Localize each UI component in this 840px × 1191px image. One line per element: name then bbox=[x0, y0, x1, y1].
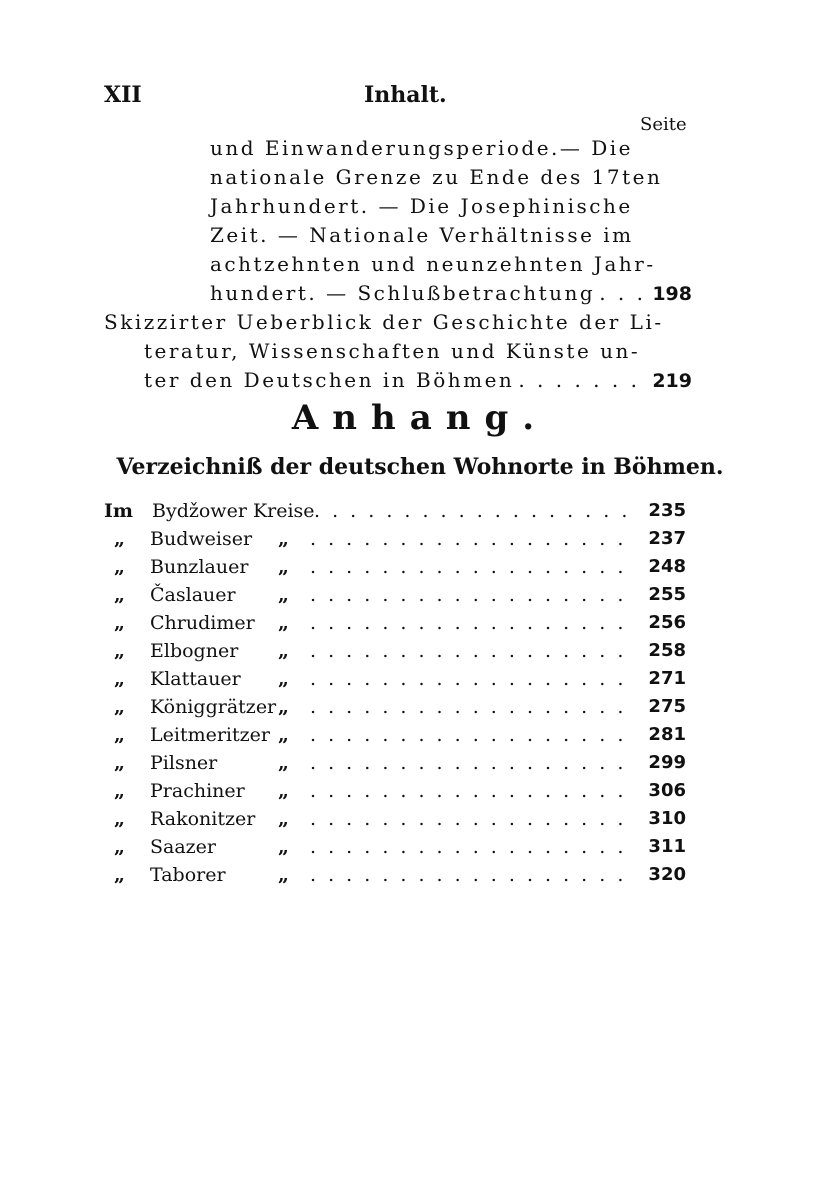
place-row bbox=[104, 668, 686, 694]
place-page: 299 bbox=[648, 752, 686, 773]
place-page: 271 bbox=[648, 668, 686, 689]
place-name: Bydžower Kreise bbox=[152, 500, 315, 522]
place-prefix: Im bbox=[104, 500, 133, 522]
place-page: 256 bbox=[648, 612, 686, 633]
ditto-mark: „ bbox=[278, 836, 289, 858]
place-row bbox=[104, 836, 686, 862]
place-page: 255 bbox=[648, 584, 686, 605]
toc-line-with-page bbox=[144, 368, 692, 392]
toc-line: achtzehnten und neunzehnten Jahr- bbox=[210, 252, 656, 276]
toc-line-with-page bbox=[210, 281, 692, 305]
leader-dots bbox=[310, 584, 634, 606]
place-row bbox=[104, 752, 686, 778]
place-page: 248 bbox=[648, 556, 686, 577]
place-page: 275 bbox=[648, 696, 686, 717]
place-name: Elbogner bbox=[150, 640, 239, 662]
place-name: Leitmeritzer bbox=[150, 724, 270, 746]
ditto-mark: „ bbox=[114, 584, 125, 606]
ditto-mark: „ bbox=[114, 612, 125, 634]
place-row bbox=[104, 808, 686, 834]
ditto-mark: „ bbox=[278, 752, 289, 774]
ditto-mark: „ bbox=[278, 864, 289, 886]
ditto-mark: „ bbox=[278, 724, 289, 746]
ditto-mark: „ bbox=[278, 780, 289, 802]
column-head-page: Seite bbox=[640, 114, 687, 135]
toc-line: Zeit. — Nationale Verhältnisse im bbox=[210, 223, 634, 247]
leader-dots bbox=[310, 808, 634, 830]
ditto-mark: „ bbox=[278, 640, 289, 662]
ditto-mark: „ bbox=[114, 556, 125, 578]
leader-dots bbox=[310, 752, 634, 774]
place-row bbox=[104, 696, 686, 722]
leader-dots bbox=[310, 640, 634, 662]
place-page: 320 bbox=[648, 864, 686, 885]
place-name: Pilsner bbox=[150, 752, 218, 774]
toc-line-text: hundert. — Schlußbetrachtung bbox=[210, 281, 596, 305]
leader-dots bbox=[310, 780, 634, 802]
place-row bbox=[104, 864, 686, 890]
leader-dots bbox=[310, 556, 634, 578]
ditto-mark: „ bbox=[114, 668, 125, 690]
place-row bbox=[104, 780, 686, 806]
place-row bbox=[104, 640, 686, 666]
toc-line: Jahrhundert. — Die Josephinische bbox=[210, 194, 633, 218]
ditto-mark: „ bbox=[114, 808, 125, 830]
place-page: 310 bbox=[648, 808, 686, 829]
place-page: 237 bbox=[648, 528, 686, 549]
ditto-mark: „ bbox=[114, 836, 125, 858]
toc-line: teratur, Wissenschaften und Künste un- bbox=[144, 339, 641, 363]
toc-page-number: 198 bbox=[652, 283, 692, 305]
ditto-mark: „ bbox=[278, 556, 289, 578]
place-name: Chrudimer bbox=[150, 612, 255, 634]
place-row bbox=[104, 584, 686, 610]
leader-dots bbox=[310, 724, 634, 746]
place-name: Rakonitzer bbox=[150, 808, 256, 830]
appendix-title: Anhang. bbox=[291, 398, 549, 438]
place-name: Klattauer bbox=[150, 668, 241, 690]
leader-dots bbox=[310, 612, 634, 634]
ditto-mark: „ bbox=[278, 528, 289, 550]
page-header bbox=[104, 82, 694, 112]
toc-line-text: ter den Deutschen in Böhmen bbox=[144, 368, 515, 392]
toc-page-number: 219 bbox=[652, 370, 692, 392]
ditto-mark: „ bbox=[278, 584, 289, 606]
place-name: Königgrätzer bbox=[150, 696, 277, 718]
place-page: 258 bbox=[648, 640, 686, 661]
place-page: 281 bbox=[648, 724, 686, 745]
leader-dots bbox=[518, 368, 648, 392]
ditto-mark: „ bbox=[278, 668, 289, 690]
place-name: Saazer bbox=[150, 836, 217, 858]
toc-line: Skizzirter Ueberblick der Geschichte der Li- bbox=[104, 310, 664, 334]
ditto-mark: „ bbox=[114, 528, 125, 550]
leader-dots bbox=[310, 528, 634, 550]
toc-line: nationale Grenze zu Ende des 17ten bbox=[210, 165, 663, 189]
place-name: Časlauer bbox=[150, 584, 236, 606]
place-row bbox=[104, 500, 686, 526]
place-row bbox=[104, 724, 686, 750]
leader-dots bbox=[310, 668, 634, 690]
ditto-mark: „ bbox=[114, 724, 125, 746]
leader-dots bbox=[310, 864, 634, 886]
leader-dots bbox=[310, 696, 634, 718]
toc-line: und Einwanderungsperiode.— Die bbox=[210, 136, 634, 160]
page-number: XII bbox=[104, 82, 142, 108]
place-row bbox=[104, 556, 686, 582]
ditto-mark: „ bbox=[114, 864, 125, 886]
ditto-mark: „ bbox=[114, 752, 125, 774]
place-name: Bunzlauer bbox=[150, 556, 249, 578]
running-title: Inhalt. bbox=[364, 82, 447, 108]
appendix-subtitle: Verzeichniß der deutschen Wohnorte in Böhmen. bbox=[116, 454, 724, 480]
ditto-mark: „ bbox=[114, 696, 125, 718]
leader-dots bbox=[310, 836, 634, 858]
leader-dots bbox=[599, 281, 648, 305]
ditto-mark: „ bbox=[114, 780, 125, 802]
place-name: Prachiner bbox=[150, 780, 245, 802]
place-name: Budweiser bbox=[150, 528, 253, 550]
place-page: 306 bbox=[648, 780, 686, 801]
ditto-mark: „ bbox=[278, 808, 289, 830]
place-row bbox=[104, 528, 686, 554]
ditto-mark: „ bbox=[114, 640, 125, 662]
place-page: 235 bbox=[648, 500, 686, 521]
leader-dots bbox=[314, 500, 634, 522]
ditto-mark: „ bbox=[278, 696, 289, 718]
place-page: 311 bbox=[648, 836, 686, 857]
place-row bbox=[104, 612, 686, 638]
place-name: Taborer bbox=[150, 864, 226, 886]
ditto-mark: „ bbox=[278, 612, 289, 634]
